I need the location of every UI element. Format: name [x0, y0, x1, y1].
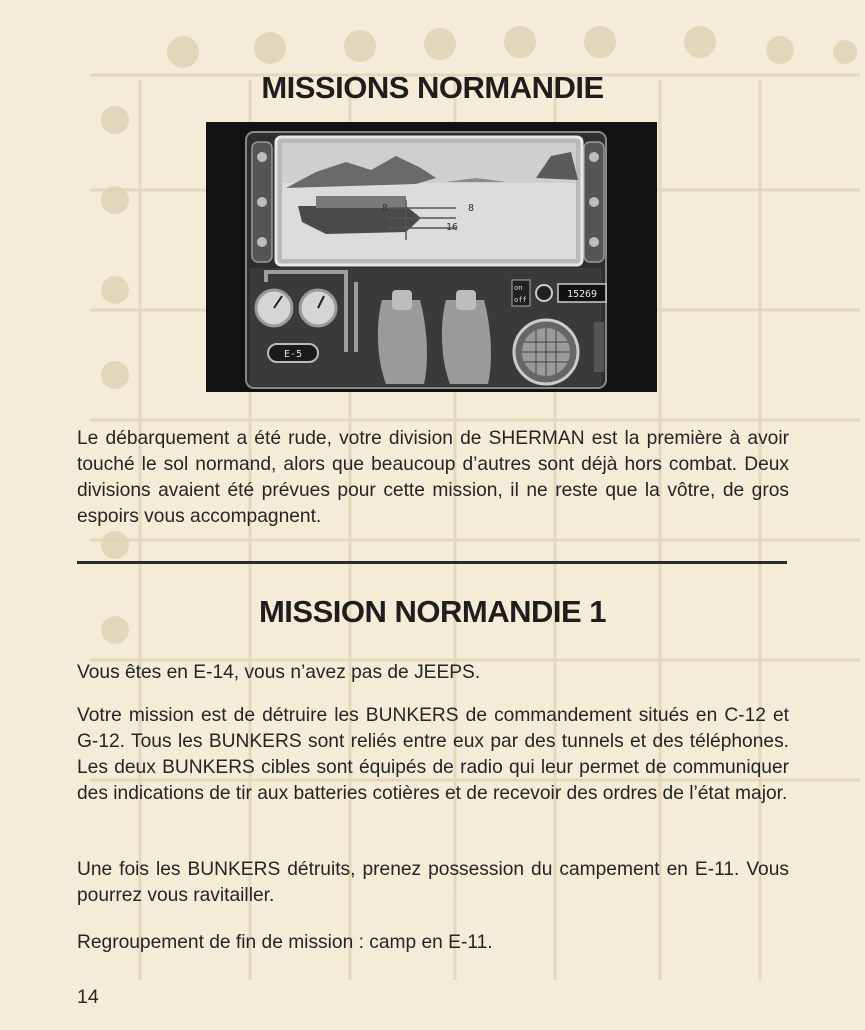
- radio-grille: [514, 320, 578, 384]
- mission-paragraph-regroup: Regroupement de fin de mission : camp en E-11.: [77, 932, 493, 953]
- toggle-off-label: off: [514, 296, 527, 304]
- grid-reference-display: E-5: [283, 349, 303, 360]
- sight-number-right: 8: [468, 203, 475, 214]
- toggle-on-label: on: [514, 284, 523, 292]
- mission-paragraph-start: Vous êtes en E-14, vous n’avez pas de JEEPS.: [77, 662, 481, 683]
- intro-paragraph: Le débarquement a été rude, votre division de SHERMAN est la première à avoir touché le sol normand, alors que beaucoup d’autres sont déjà hors combat. Deux divisions avaient été prévues pour cette mission, il ne reste que la vôtre, de gros espoirs vous accompagnent.: [77, 428, 789, 527]
- mission-paragraph-objective: Votre mission est de détruire les BUNKERS de commandement situés en C-12 et G-12. Tous les BUNKERS sont reliés entre eux par des tunnels et des téléphones. Les deux BUNKERS cibles sont équipés de radio qui leur permet de communiquer des indications de tir aux batteries cotières et de recevoir des ordres de l’état major.: [77, 705, 789, 804]
- game-screenshot: [206, 122, 657, 392]
- sight-number-range: 16: [446, 222, 459, 233]
- mission-heading: MISSION NORMANDIE 1: [258, 594, 607, 629]
- mission-paragraph-camp: Une fois les BUNKERS détruits, prenez possession du campement en E-11. Vous pourrez vous ravitailler.: [77, 859, 789, 906]
- section-divider: [77, 561, 787, 564]
- counter-display: 15269: [566, 289, 598, 300]
- page-number: 14: [77, 986, 99, 1008]
- sight-number-left: 8: [382, 203, 389, 214]
- page-title: MISSIONS NORMANDIE: [261, 70, 604, 105]
